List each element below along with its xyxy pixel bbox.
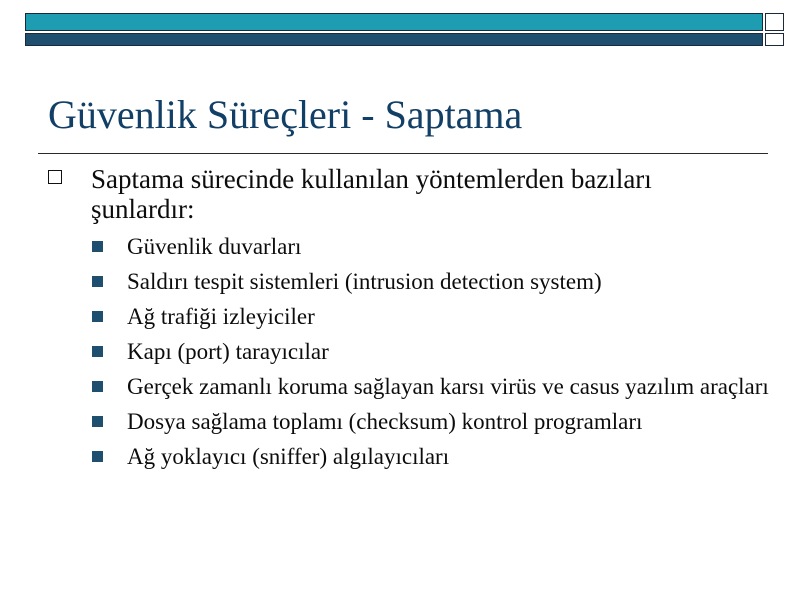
list-item-text: Gerçek zamanlı koruma sağlayan karsı virüs ve casus yazılım araçları — [127, 374, 769, 399]
list-item — [92, 339, 772, 365]
list-item-text: Saldırı tespit sistemleri (intrusion detection system) — [127, 269, 602, 294]
list-item-text: Ağ trafiği izleyiciler — [127, 304, 315, 329]
slide-title: Güvenlik Süreçleri - Saptama — [48, 92, 523, 137]
list-item-text: Kapı (port) tarayıcılar — [127, 339, 329, 364]
list-item — [92, 234, 772, 260]
square-bullet-icon — [92, 346, 103, 357]
square-bullet-icon — [92, 241, 103, 252]
list-item-text: Güvenlik duvarları — [127, 234, 302, 259]
list-item — [92, 444, 772, 470]
header-bar-light — [25, 13, 763, 31]
header-square-bottom — [765, 33, 784, 46]
square-bullet-icon — [92, 311, 103, 322]
main-point-text: Saptama sürecinde kullanılan yöntemlerden bazıları şunlardır: — [91, 164, 652, 224]
method-list — [92, 234, 772, 479]
square-bullet-icon — [92, 276, 103, 287]
square-bullet-icon — [92, 416, 103, 427]
title-divider — [38, 153, 768, 154]
list-item-text: Ağ yoklayıcı (sniffer) algılayıcıları — [127, 444, 450, 469]
list-item — [92, 269, 772, 295]
square-bullet-icon — [92, 451, 103, 462]
list-item-text: Dosya sağlama toplamı (checksum) kontrol programları — [127, 409, 643, 434]
header-square-top — [765, 13, 784, 31]
header-bar-dark — [25, 33, 763, 46]
list-item — [92, 409, 772, 435]
list-item — [92, 374, 772, 400]
hollow-square-bullet-icon — [48, 170, 62, 184]
list-item — [92, 304, 772, 330]
square-bullet-icon — [92, 381, 103, 392]
